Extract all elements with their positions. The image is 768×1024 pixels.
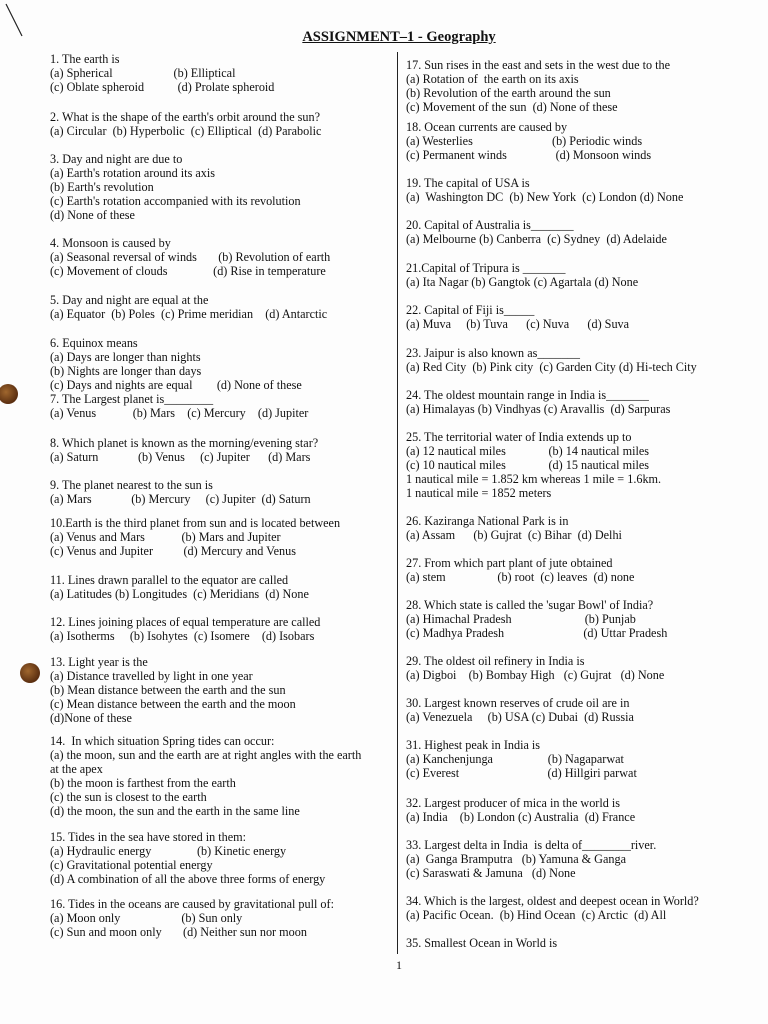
answer-option-line: (a) Isotherms (b) Isohytes (c) Isomere (d) Isobars [50,629,315,643]
question-text: 28. Which state is called the 'sugar Bowl' of India? [406,598,654,612]
answer-option-line: (a) India (b) London (c) Australia (d) France [406,810,636,824]
question-block [406,838,656,880]
answer-option-line: (c) 10 nautical miles (d) 15 nautical miles [406,458,650,472]
page-number: 1 [396,958,402,972]
question-text: 35. Smallest Ocean in World is [406,936,558,950]
answer-option-line: (c) Movement of clouds (d) Rise in temperature [50,264,326,278]
question-block [406,598,667,640]
question-text: 6. Equinox means [50,336,138,350]
question-text: 2. What is the shape of the earth's orbit around the sun? [50,110,321,124]
question-block [50,110,321,138]
punch-hole [0,384,18,404]
page-title: ASSIGNMENT–1 - Geography [302,29,496,45]
answer-option-line: (c) Movement of the sun (d) None of these [406,100,618,114]
answer-option-line: (a) Days are longer than nights [50,350,201,364]
answer-option-line: (a) Ganga Bramputra (b) Yamuna & Ganga [406,852,626,866]
question-block [406,120,651,162]
question-block [50,392,308,420]
question-text: 13. Light year is the [50,655,148,669]
question-block [50,734,361,818]
answer-option-line: (a) stem (b) root (c) leaves (d) none [406,570,635,584]
answer-option-line: (a) 12 nautical miles (b) 14 nautical miles [406,444,650,458]
answer-option-line: (c) Venus and Jupiter (d) Mercury and Venus [50,544,296,558]
answer-option-line: (a) Spherical (b) Elliptical [50,66,236,80]
question-text: 25. The territorial water of India extends up to [406,430,632,444]
question-text: 30. Largest known reserves of crude oil are in [406,696,630,710]
answer-option-line: (a) Kanchenjunga (b) Nagaparwat [406,752,624,766]
answer-option-line: (b) Nights are longer than days [50,364,202,378]
question-text: 21.Capital of Tripura is _______ [406,261,566,275]
question-text: 24. The oldest mountain range in India is_______ [406,388,649,402]
question-text: 22. Capital of Fiji is_____ [406,303,535,317]
answer-option-line: (a) Venus (b) Mars (c) Mercury (d) Jupiter [50,406,309,420]
question-text: 1. The earth is [50,52,120,66]
answer-option-line: (a) Muva (b) Tuva (c) Nuva (d) Suva [406,317,630,331]
answer-option-line: (a) Himachal Pradesh (b) Punjab [406,612,636,626]
answer-option-line: (c) Oblate spheroid (d) Prolate spheroid [50,80,275,94]
answer-option-line: (b) Earth's revolution [50,180,154,194]
question-block [50,152,301,222]
answer-option-line: (a) Seasonal reversal of winds (b) Revolution of earth [50,250,331,264]
answer-option-line: (a) Equator (b) Poles (c) Prime meridian (d) Antarctic [50,307,328,321]
question-block [406,58,670,114]
answer-option-line: (a) Ita Nagar (b) Gangtok (c) Agartala (d) None [406,275,639,289]
column-divider [397,52,398,954]
question-text: 12. Lines joining places of equal temperature are called [50,615,321,629]
question-text: 4. Monsoon is caused by [50,236,171,250]
answer-option-line: (a) Washington DC (b) New York (c) London (d) None [406,190,684,204]
answer-option-line: (a) Venus and Mars (b) Mars and Jupiter [50,530,281,544]
answer-option-line: (a) Moon only (b) Sun only [50,911,243,925]
question-text: 7. The Largest planet is________ [50,392,214,406]
answer-option-line: (c) Gravitational potential energy [50,858,213,872]
answer-option-line: (a) Venezuela (b) USA (c) Dubai (d) Russia [406,710,634,724]
question-text: 18. Ocean currents are caused by [406,120,568,134]
question-block [50,830,325,886]
answer-option-line: 1 nautical mile = 1852 meters [406,486,552,500]
question-text: 34. Which is the largest, oldest and deepest ocean in World? [406,894,699,908]
answer-option-line: (a) Westerlies (b) Periodic winds [406,134,643,148]
answer-option-line: (a) Circular (b) Hyperbolic (c) Elliptical (d) Parabolic [50,124,322,138]
answer-option-line: (b) Revolution of the earth around the sun [406,86,611,100]
question-text: 23. Jaipur is also known as_______ [406,346,580,360]
question-text: 31. Highest peak in India is [406,738,541,752]
question-block [406,936,557,950]
question-block [406,261,638,289]
question-block [50,573,309,601]
question-block [406,514,622,542]
question-text: 29. The oldest oil refinery in India is [406,654,585,668]
answer-option-line: (c) Days and nights are equal (d) None of these [50,378,302,392]
question-block [406,430,661,500]
question-block [406,346,697,374]
answer-option-line: (a) Melbourne (b) Canberra (c) Sydney (d) Adelaide [406,232,667,246]
answer-option-line: (a) Hydraulic energy (b) Kinetic energy [50,844,287,858]
question-block [406,654,664,682]
answer-option-line: (a) Himalayas (b) Vindhyas (c) Aravallis (d) Sarpuras [406,402,671,416]
answer-option-line: (d) the moon, the sun and the earth in the same line [50,804,300,818]
question-block [50,655,296,725]
question-block [406,796,635,824]
answer-option-line: (a) Digboi (b) Bombay High (c) Gujrat (d) None [406,668,665,682]
answer-option-line: (c) Earth's rotation accompanied with its revolution [50,194,301,208]
question-text: 8. Which planet is known as the morning/evening star? [50,436,319,450]
question-block [50,236,330,278]
answer-option-line: (c) Everest (d) Hillgiri parwat [406,766,637,780]
question-text: 14. In which situation Spring tides can occur: [50,734,275,748]
answer-option-line: 1 nautical mile = 1.852 km whereas 1 mile = 1.6km. [406,472,662,486]
answer-option-line: (c) Madhya Pradesh (d) Uttar Pradesh [406,626,668,640]
question-block [406,388,670,416]
answer-option-line: (a) Saturn (b) Venus (c) Jupiter (d) Mars [50,450,311,464]
question-block [50,436,318,464]
answer-option-line: (a) Earth's rotation around its axis [50,166,215,180]
question-text: 20. Capital of Australia is_______ [406,218,574,232]
question-block [406,738,637,780]
answer-option-line: (c) Permanent winds (d) Monsoon winds [406,148,652,162]
question-block [406,894,699,922]
answer-option-line: (a) Red City (b) Pink city (c) Garden City (d) Hi-tech City [406,360,697,374]
question-block [406,696,634,724]
answer-option-line: at the apex [50,762,103,776]
question-text: 5. Day and night are equal at the [50,293,209,307]
question-text: 10.Earth is the third planet from sun and is located between [50,516,341,530]
answer-option-line: (a) the moon, sun and the earth are at right angles with the earth [50,748,362,762]
question-text: 11. Lines drawn parallel to the equator are called [50,573,289,587]
question-block [406,176,683,204]
question-block [50,615,320,643]
answer-option-line: (d) A combination of all the above three forms of energy [50,872,326,886]
answer-option-line: (a) Rotation of the earth on its axis [406,72,579,86]
question-text: 3. Day and night are due to [50,152,183,166]
answer-option-line: (a) Pacific Ocean. (b) Hind Ocean (c) Arctic (d) All [406,908,667,922]
question-block [50,516,340,558]
question-text: 26. Kaziranga National Park is in [406,514,569,528]
answer-option-line: (a) Latitudes (b) Longitudes (c) Meridians (d) None [50,587,309,601]
answer-option-line: (d)None of these [50,711,132,725]
question-block [406,556,634,584]
answer-option-line: (a) Distance travelled by light in one year [50,669,253,683]
question-text: 16. Tides in the oceans are caused by gravitational pull of: [50,897,334,911]
punch-hole [20,663,40,683]
answer-option-line: (c) Sun and moon only (d) Neither sun nor moon [50,925,307,939]
question-text: 33. Largest delta in India is delta of________river. [406,838,657,852]
question-block [406,218,667,246]
answer-option-line: (a) Assam (b) Gujrat (c) Bihar (d) Delhi [406,528,622,542]
question-block [50,336,302,392]
answer-option-line: (c) Mean distance between the earth and the moon [50,697,296,711]
answer-option-line: (c) the sun is closest to the earth [50,790,207,804]
answer-option-line: (a) Mars (b) Mercury (c) Jupiter (d) Saturn [50,492,311,506]
question-block [406,303,629,331]
question-text: 27. From which part plant of jute obtained [406,556,613,570]
question-block [50,52,274,94]
answer-option-line: (d) None of these [50,208,135,222]
question-text: 15. Tides in the sea have stored in them: [50,830,246,844]
answer-option-line: (b) the moon is farthest from the earth [50,776,236,790]
question-text: 17. Sun rises in the east and sets in the west due to the [406,58,671,72]
question-text: 32. Largest producer of mica in the world is [406,796,621,810]
answer-option-line: (c) Saraswati & Jamuna (d) None [406,866,576,880]
question-block [50,293,327,321]
question-block [50,478,311,506]
question-block [50,897,334,939]
question-text: 19. The capital of USA is [406,176,530,190]
answer-option-line: (b) Mean distance between the earth and the sun [50,683,286,697]
question-text: 9. The planet nearest to the sun is [50,478,213,492]
